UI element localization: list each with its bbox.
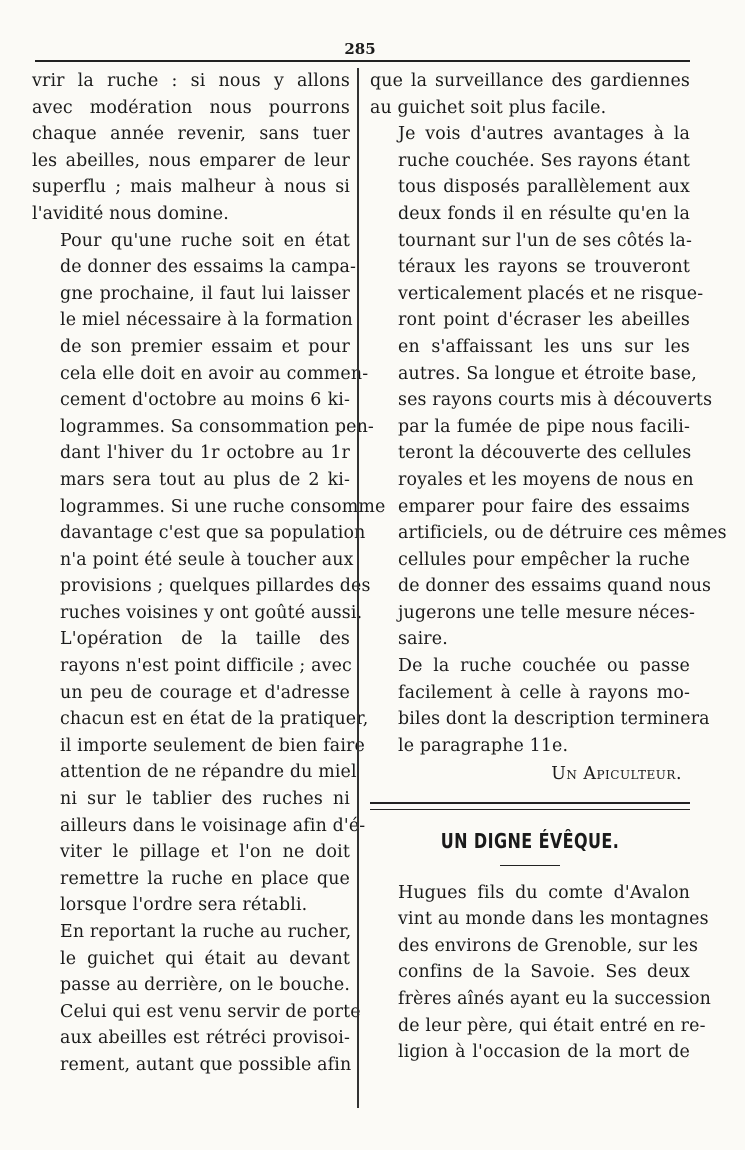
text-line: Pour qu'une ruche soit en état <box>60 230 350 251</box>
text-line: remettre la ruche en place que <box>60 868 350 889</box>
text-line: provisions ; quelques pillardes des <box>60 576 371 597</box>
text-line: n'a point été seule à toucher aux <box>60 549 354 570</box>
text-line: autres. Sa longue et étroite base, <box>398 363 697 384</box>
text-line: en s'affaissant les uns sur les <box>398 336 690 357</box>
text-line: de leur père, qui était entré en re- <box>398 1015 706 1036</box>
paragraph <box>370 880 711 1066</box>
text-line: De la ruche couchée ou passe <box>398 656 690 677</box>
text-line: rement, autant que possible afin <box>60 1054 352 1075</box>
paragraph <box>32 68 350 228</box>
text-line: le guichet qui était au devant <box>60 948 350 969</box>
text-line: confins de la Savoie. Ses deux <box>398 962 690 983</box>
text-line: ront point d'écraser les abeilles <box>398 310 690 331</box>
headline-rule <box>500 865 560 866</box>
text-line: chacun est en état de la pratiquer, <box>60 709 369 730</box>
page-number: 285 <box>344 40 376 58</box>
text-line: que la surveillance des gardiennes <box>370 71 690 91</box>
text-line: verticalement placés et ne risque- <box>398 283 704 304</box>
text-line: cement d'octobre au moins 6 ki- <box>60 390 350 411</box>
text-line: logrammes. Si une ruche consomme <box>60 496 386 517</box>
paragraph <box>370 653 710 759</box>
text-line: deux fonds il en résulte qu'en la <box>398 203 690 224</box>
signature: Un Apiculteur. <box>551 764 682 785</box>
text-line: téraux les rayons se trouveront <box>398 257 690 278</box>
right-column <box>370 68 727 1066</box>
column-separator <box>357 68 359 1108</box>
text-line: emparer pour faire des essaims <box>398 496 690 517</box>
text-line: L'opération de la taille des <box>60 629 350 650</box>
text-line: saire. <box>398 629 448 650</box>
text-line: viter le pillage et l'on ne doit <box>60 842 350 863</box>
text-line: vrir la ruche : si nous y allons <box>32 71 350 91</box>
text-line: de son premier essaim et pour <box>60 336 350 357</box>
text-line: superflu ; mais malheur à nous si <box>32 177 350 198</box>
text-line: les abeilles, nous emparer de leur <box>32 150 350 171</box>
text-line: l'avidité nous domine. <box>32 203 229 224</box>
text-line: Celui qui est venu servir de porte <box>60 1001 361 1022</box>
text-line: cela elle doit en avoir au commen- <box>60 363 369 384</box>
paragraph <box>370 68 690 121</box>
text-line: un peu de courage et d'adresse <box>60 682 350 703</box>
text-line: jugerons une telle mesure néces- <box>398 602 696 623</box>
text-line: ses rayons courts mis à découverts <box>398 390 713 411</box>
text-line: le paragraphe 11e. <box>398 735 569 756</box>
text-line: artificiels, ou de détruire ces mêmes <box>398 523 727 544</box>
text-line: par la fumée de pipe nous facili- <box>398 416 690 437</box>
text-line: vint au monde dans les montagnes <box>398 909 709 930</box>
text-line: facilement à celle à rayons mo- <box>398 682 690 703</box>
text-line: ruches voisines y ont goûté aussi. <box>60 602 363 623</box>
text-line: cellules pour empêcher la ruche <box>398 549 690 570</box>
text-line: royales et les moyens de nous en <box>398 469 694 490</box>
header-rule <box>35 60 690 62</box>
text-line: mars sera tout au plus de 2 ki- <box>60 469 350 490</box>
text-line: ligion à l'occasion de la mort de <box>398 1042 690 1063</box>
text-line: il importe seulement de bien faire <box>60 735 365 756</box>
text-line: Je vois d'autres avantages à la <box>398 124 690 145</box>
text-line: avec modération nous pourrons <box>32 97 350 118</box>
paragraph <box>370 121 727 653</box>
text-line: lorsque l'ordre sera rétabli. <box>60 895 308 916</box>
text-line: ailleurs dans le voisinage afin d'é- <box>60 815 366 836</box>
text-line: chaque année revenir, sans tuer <box>32 124 350 145</box>
text-line: de donner des essaims la campa- <box>60 257 357 278</box>
text-line: ni sur le tablier des ruches ni <box>60 789 350 810</box>
paragraph <box>32 228 386 627</box>
text-line: des environs de Grenoble, sur les <box>398 935 699 956</box>
text-line: ruche couchée. Ses rayons étant <box>398 150 691 171</box>
text-line: logrammes. Sa consommation pen- <box>60 416 374 437</box>
text-line: En reportant la ruche au rucher, <box>60 922 352 942</box>
text-line: attention de ne répandre du miel <box>60 762 357 783</box>
paragraph <box>32 626 369 919</box>
text-line: frères aînés ayant eu la succession <box>398 989 711 1009</box>
text-line: tous disposés parallèlement aux <box>398 177 690 198</box>
text-line: teront la découverte des cellules <box>398 443 692 464</box>
article-headline: UN DIGNE ÉVÊQUE. <box>440 829 620 854</box>
text-line: davantage c'est que sa population <box>60 523 366 544</box>
text-line: rayons n'est point difficile ; avec <box>60 656 352 677</box>
text-line: passe au derrière, on le bouche. <box>60 975 350 996</box>
text-line: Hugues fils du comte d'Avalon <box>398 882 690 903</box>
text-line: dant l'hiver du 1r octobre au 1r <box>60 443 350 464</box>
left-column <box>32 68 386 1079</box>
text-line: le miel nécessaire à la formation <box>60 310 353 331</box>
text-line: aux abeilles est rétréci provisoi- <box>60 1028 350 1049</box>
text-line: de donner des essaims quand nous <box>398 576 712 597</box>
text-line: tournant sur l'un de ses côtés la- <box>398 230 692 251</box>
paragraph <box>32 919 361 1079</box>
section-divider <box>370 802 690 810</box>
text-line: au guichet soit plus facile. <box>370 97 607 118</box>
text-line: biles dont la description terminera <box>398 709 710 730</box>
text-line: gne prochaine, il faut lui laisser <box>60 283 350 304</box>
